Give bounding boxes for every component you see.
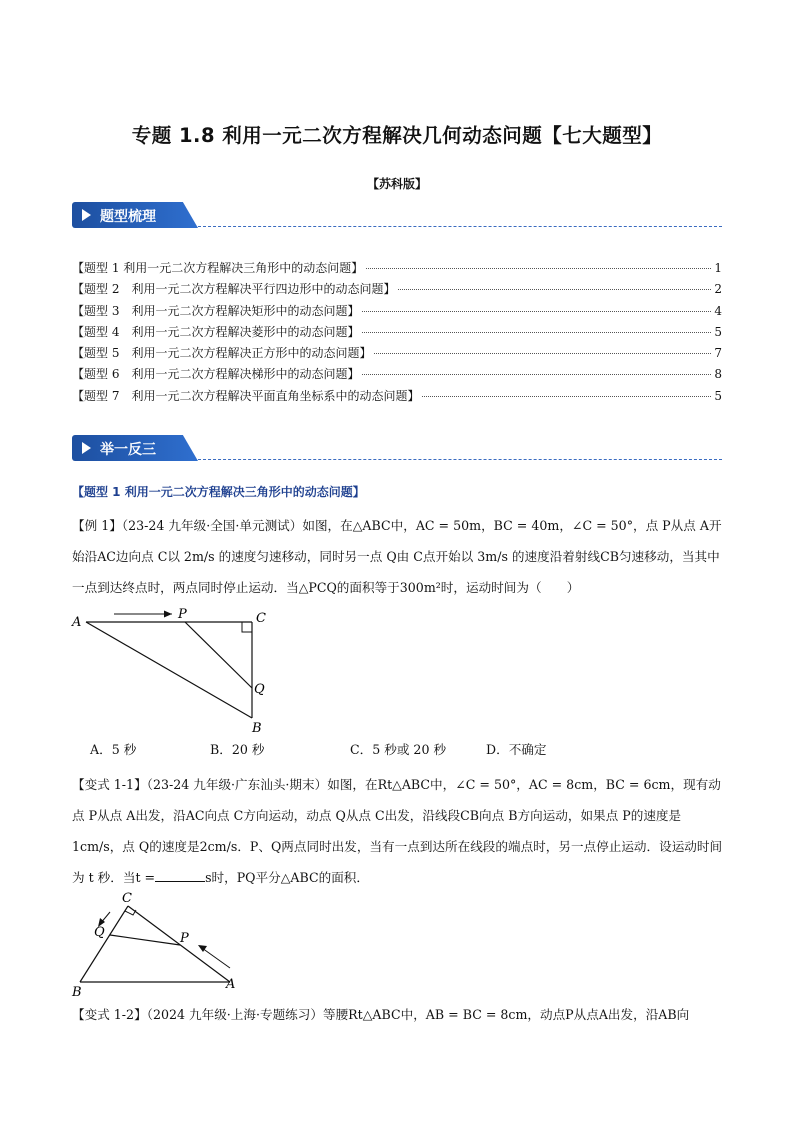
label-q: Q [94,925,105,940]
label-q: Q [254,682,265,697]
banner-toc-label: 题型梳理 [100,209,156,225]
toc-leader [362,374,711,375]
dashed-rule [198,226,722,227]
toc-item-label: 【题型 5 利用一元二次方程解决正方形中的动态问题】 [72,346,372,361]
choice-a[interactable]: A．5 秒 [90,742,137,757]
variant-1-1-source: （23-24 九年级·广东汕头·期末） [146,777,328,792]
page-title: 专题 1.8 利用一元二次方程解决几何动态问题【七大题型】 [131,124,663,147]
banner-toc [72,202,722,228]
choice-d[interactable]: D．不确定 [486,742,547,757]
toc-item-1[interactable] [72,259,722,280]
variant-1-2-text [72,999,724,1030]
side-ca [128,906,230,982]
toc-item-page: 5 [714,388,722,403]
label-b: B [72,985,82,1000]
label-c: C [256,611,266,626]
example-1-source: （23-24 九年级·全国·单元测试） [121,518,303,533]
label-b: B [252,721,262,736]
play-icon [82,442,91,454]
label-p: P [178,608,187,622]
right-angle-mark [242,622,252,632]
toc-leader [362,332,711,333]
variant-1-2-source: （2024 九年级·上海·专题练习） [146,1007,323,1022]
section-heading-type-1: 【题型 1 利用一元二次方程解决三角形中的动态问题】 [72,485,365,499]
answer-blank[interactable] [155,869,205,882]
toc-item-page: 4 [714,303,722,318]
variant-1-1-tag: 【变式 1-1】 [72,777,147,792]
toc-item-page: 5 [714,324,722,339]
variant-1-2-tag: 【变式 1-2】 [72,1007,147,1022]
toc-item-page: 7 [714,346,722,361]
variant-1-1-body-end: s时，PQ平分△ABC的面积． [205,870,369,885]
choice-b[interactable]: B．20 秒 [210,742,265,757]
variant-1-1-text [72,769,724,893]
example-1-text [72,510,724,603]
toc-leader [398,289,711,290]
toc-leader [362,311,711,312]
toc-item-7[interactable] [72,387,722,408]
label-c: C [122,891,132,906]
toc-item-page: 1 [714,261,722,275]
toc-item-5[interactable] [72,344,722,365]
play-icon [82,209,91,221]
toc-item-label: 【题型 3 利用一元二次方程解决矩形中的动态问题】 [72,303,360,318]
toc-leader [374,353,711,354]
edition-label: 【苏科版】 [366,177,427,191]
choice-c[interactable]: C．5 秒或 20 秒 [350,742,447,757]
toc-item-3[interactable] [72,302,722,323]
example-1-tag: 【例 1】 [72,518,122,533]
side-cb [80,906,128,982]
banner-examples-label: 举一反三 [100,442,156,458]
toc-leader [422,396,711,397]
table-of-contents [72,259,722,408]
toc-leader [366,268,711,269]
toc-item-label: 【题型 4 利用一元二次方程解决菱形中的动态问题】 [72,324,360,339]
toc-item-label: 【题型 7 利用一元二次方程解决平面直角坐标系中的动态问题】 [72,388,420,403]
toc-item-page: 2 [714,282,722,297]
toc-item-label: 【题型 2 利用一元二次方程解决平行四边形中的动态问题】 [72,282,396,297]
label-a: A [226,977,236,992]
variant-1-2-body: 等腰Rt△ABC中，AB = BC = 8cm，动点P从点A出发，沿AB向 [322,1007,690,1022]
example-1-body: 如图，在△ABC中，AC = 50m，BC = 40m，∠C = 50°，点 P从点 A开始沿AC边向点 C以 2m/s 的速度匀速移动，同时另一点 Q由 C点开始以 3m/s 的速度沿着射线CB匀速移动，当其中一点到达终点时，两点同时停止运动．当△PCQ的面积等于300m²时，运动时间为（ ） [72,518,722,595]
side-ab [86,622,252,718]
label-a: A [72,615,82,630]
label-p: P [180,931,189,946]
toc-item-label: 【题型 6 利用一元二次方程解决梯形中的动态问题】 [72,367,360,382]
toc-item-page: 8 [714,367,722,382]
toc-item-4[interactable] [72,323,722,344]
dashed-rule [198,459,722,460]
toc-item-6[interactable] [72,365,722,386]
variant-1-1-body: 如图，在Rt△ABC中，∠C = 50°，AC = 8cm，BC = 6cm，现有动点 P从点 A出发，沿AC向点 C方向运动，动点 Q从点 C出发，沿线段CB向点 B方向运动，如果点 P的速度是1cm/s，点 Q的速度是2cm/s．P、Q两点同时出发，当有一点到达所在线段的端点时，另一点停止运动．设运动时间为 t 秒．当t = [72,777,723,885]
toc-item-2[interactable] [72,280,722,301]
figure-example-1 [68,608,288,736]
figure-variant-1-1 [66,888,256,1000]
arrow-head-icon [164,611,172,618]
toc-item-label: 【题型 1 利用一元二次方程解决三角形中的动态问题】 [72,261,364,275]
banner-examples [72,435,722,461]
